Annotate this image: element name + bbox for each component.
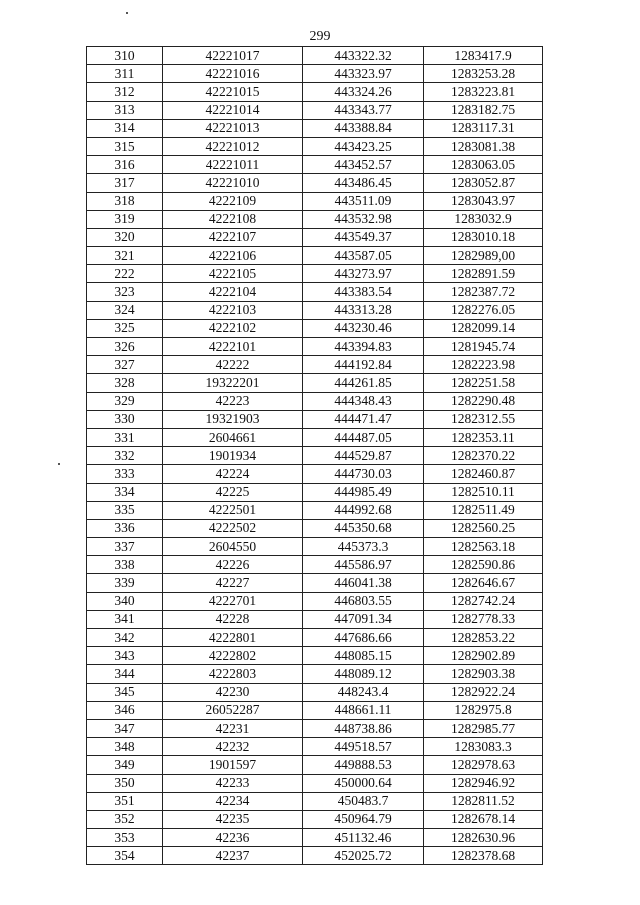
table-row bbox=[87, 483, 543, 501]
table-body bbox=[87, 47, 543, 865]
point-number-cell: 347 bbox=[87, 719, 163, 737]
y-coordinate-cell: 1283010.18 bbox=[424, 228, 543, 246]
table-row bbox=[87, 738, 543, 756]
point-code-cell: 42223 bbox=[163, 392, 303, 410]
x-coordinate-cell: 443388.84 bbox=[303, 119, 424, 137]
point-number-cell: 350 bbox=[87, 774, 163, 792]
point-code-cell: 42231 bbox=[163, 719, 303, 737]
x-coordinate-cell: 443322.32 bbox=[303, 47, 424, 65]
x-coordinate-cell: 443230.46 bbox=[303, 319, 424, 337]
table-row bbox=[87, 374, 543, 392]
point-number-cell: 311 bbox=[87, 65, 163, 83]
table-row bbox=[87, 156, 543, 174]
table-row bbox=[87, 574, 543, 592]
point-number-cell: 330 bbox=[87, 410, 163, 428]
x-coordinate-cell: 447686.66 bbox=[303, 629, 424, 647]
table-row bbox=[87, 192, 543, 210]
table-row bbox=[87, 556, 543, 574]
x-coordinate-cell: 444529.87 bbox=[303, 447, 424, 465]
y-coordinate-cell: 1282678.14 bbox=[424, 810, 543, 828]
y-coordinate-cell: 1282511.49 bbox=[424, 501, 543, 519]
x-coordinate-cell: 443394.83 bbox=[303, 338, 424, 356]
point-number-cell: 326 bbox=[87, 338, 163, 356]
x-coordinate-cell: 443324.26 bbox=[303, 83, 424, 101]
y-coordinate-cell: 1282560.25 bbox=[424, 519, 543, 537]
y-coordinate-cell: 1282811.52 bbox=[424, 792, 543, 810]
x-coordinate-cell: 446803.55 bbox=[303, 592, 424, 610]
point-code-cell: 4222803 bbox=[163, 665, 303, 683]
point-number-cell: 342 bbox=[87, 629, 163, 647]
y-coordinate-cell: 1283417.9 bbox=[424, 47, 543, 65]
x-coordinate-cell: 443343.77 bbox=[303, 101, 424, 119]
y-coordinate-cell: 1283063.05 bbox=[424, 156, 543, 174]
point-code-cell: 2604661 bbox=[163, 428, 303, 446]
point-code-cell: 19321903 bbox=[163, 410, 303, 428]
y-coordinate-cell: 1282353.11 bbox=[424, 428, 543, 446]
y-coordinate-cell: 1283182.75 bbox=[424, 101, 543, 119]
x-coordinate-cell: 448243.4 bbox=[303, 683, 424, 701]
point-code-cell: 42221015 bbox=[163, 83, 303, 101]
y-coordinate-cell: 1282853.22 bbox=[424, 629, 543, 647]
point-number-cell: 331 bbox=[87, 428, 163, 446]
point-number-cell: 336 bbox=[87, 519, 163, 537]
table-row bbox=[87, 83, 543, 101]
table-row bbox=[87, 283, 543, 301]
y-coordinate-cell: 1282370.22 bbox=[424, 447, 543, 465]
table-row bbox=[87, 356, 543, 374]
page-number: 299 bbox=[309, 29, 331, 44]
y-coordinate-cell: 1283253.28 bbox=[424, 65, 543, 83]
point-number-cell: 343 bbox=[87, 647, 163, 665]
point-number-cell: 339 bbox=[87, 574, 163, 592]
point-number-cell: 319 bbox=[87, 210, 163, 228]
point-number-cell: 333 bbox=[87, 465, 163, 483]
y-coordinate-cell: 1282510.11 bbox=[424, 483, 543, 501]
table-row bbox=[87, 829, 543, 847]
y-coordinate-cell: 1282099.14 bbox=[424, 319, 543, 337]
x-coordinate-cell: 450000.64 bbox=[303, 774, 424, 792]
y-coordinate-cell: 1282290.48 bbox=[424, 392, 543, 410]
point-number-cell: 316 bbox=[87, 156, 163, 174]
table-row bbox=[87, 228, 543, 246]
point-number-cell: 345 bbox=[87, 683, 163, 701]
y-coordinate-cell: 1283117.31 bbox=[424, 119, 543, 137]
table-row bbox=[87, 810, 543, 828]
y-coordinate-cell: 1282985.77 bbox=[424, 719, 543, 737]
table-row bbox=[87, 792, 543, 810]
table-row bbox=[87, 47, 543, 65]
x-coordinate-cell: 447091.34 bbox=[303, 610, 424, 628]
point-number-cell: 335 bbox=[87, 501, 163, 519]
y-coordinate-cell: 1282223.98 bbox=[424, 356, 543, 374]
table-row bbox=[87, 319, 543, 337]
point-code-cell: 19322201 bbox=[163, 374, 303, 392]
table-row bbox=[87, 465, 543, 483]
x-coordinate-cell: 443323.97 bbox=[303, 65, 424, 83]
point-number-cell: 353 bbox=[87, 829, 163, 847]
point-number-cell: 324 bbox=[87, 301, 163, 319]
y-coordinate-cell: 1283081.38 bbox=[424, 137, 543, 155]
y-coordinate-cell: 1282460.87 bbox=[424, 465, 543, 483]
y-coordinate-cell: 1282251.58 bbox=[424, 374, 543, 392]
x-coordinate-cell: 452025.72 bbox=[303, 847, 424, 865]
point-code-cell: 4222802 bbox=[163, 647, 303, 665]
point-number-cell: 314 bbox=[87, 119, 163, 137]
point-number-cell: 351 bbox=[87, 792, 163, 810]
scan-speck bbox=[126, 12, 128, 14]
y-coordinate-cell: 1282590.86 bbox=[424, 556, 543, 574]
point-code-cell: 4222502 bbox=[163, 519, 303, 537]
point-number-cell: 341 bbox=[87, 610, 163, 628]
x-coordinate-cell: 450483.7 bbox=[303, 792, 424, 810]
table-row bbox=[87, 447, 543, 465]
x-coordinate-cell: 444992.68 bbox=[303, 501, 424, 519]
x-coordinate-cell: 443532.98 bbox=[303, 210, 424, 228]
point-number-cell: 317 bbox=[87, 174, 163, 192]
point-code-cell: 4222102 bbox=[163, 319, 303, 337]
point-code-cell: 4222107 bbox=[163, 228, 303, 246]
point-number-cell: 332 bbox=[87, 447, 163, 465]
y-coordinate-cell: 1282978.63 bbox=[424, 756, 543, 774]
table-row bbox=[87, 265, 543, 283]
point-number-cell: 318 bbox=[87, 192, 163, 210]
table-row bbox=[87, 247, 543, 265]
y-coordinate-cell: 1283032.9 bbox=[424, 210, 543, 228]
table-row bbox=[87, 701, 543, 719]
x-coordinate-cell: 448738.86 bbox=[303, 719, 424, 737]
point-number-cell: 352 bbox=[87, 810, 163, 828]
point-number-cell: 325 bbox=[87, 319, 163, 337]
point-number-cell: 344 bbox=[87, 665, 163, 683]
x-coordinate-cell: 444471.47 bbox=[303, 410, 424, 428]
point-number-cell: 312 bbox=[87, 83, 163, 101]
point-number-cell: 310 bbox=[87, 47, 163, 65]
y-coordinate-cell: 1283223.81 bbox=[424, 83, 543, 101]
y-coordinate-cell: 1282778.33 bbox=[424, 610, 543, 628]
point-code-cell: 42236 bbox=[163, 829, 303, 847]
x-coordinate-cell: 448661.11 bbox=[303, 701, 424, 719]
table-row bbox=[87, 174, 543, 192]
table-row bbox=[87, 592, 543, 610]
x-coordinate-cell: 444985.49 bbox=[303, 483, 424, 501]
y-coordinate-cell: 1283083.3 bbox=[424, 738, 543, 756]
table-row bbox=[87, 683, 543, 701]
x-coordinate-cell: 444730.03 bbox=[303, 465, 424, 483]
point-code-cell: 2604550 bbox=[163, 538, 303, 556]
y-coordinate-cell: 1283043.97 bbox=[424, 192, 543, 210]
x-coordinate-cell: 443383.54 bbox=[303, 283, 424, 301]
point-code-cell: 42221012 bbox=[163, 137, 303, 155]
point-code-cell: 4222108 bbox=[163, 210, 303, 228]
table-row bbox=[87, 756, 543, 774]
table-row bbox=[87, 519, 543, 537]
x-coordinate-cell: 448085.15 bbox=[303, 647, 424, 665]
y-coordinate-cell: 1282646.67 bbox=[424, 574, 543, 592]
table-row bbox=[87, 665, 543, 683]
point-code-cell: 42237 bbox=[163, 847, 303, 865]
point-code-cell: 42221013 bbox=[163, 119, 303, 137]
point-number-cell: 334 bbox=[87, 483, 163, 501]
point-code-cell: 1901597 bbox=[163, 756, 303, 774]
point-number-cell: 321 bbox=[87, 247, 163, 265]
point-code-cell: 4222501 bbox=[163, 501, 303, 519]
y-coordinate-cell: 1282276.05 bbox=[424, 301, 543, 319]
x-coordinate-cell: 445350.68 bbox=[303, 519, 424, 537]
y-coordinate-cell: 1282922.24 bbox=[424, 683, 543, 701]
point-number-cell: 346 bbox=[87, 701, 163, 719]
point-code-cell: 42234 bbox=[163, 792, 303, 810]
table-row bbox=[87, 847, 543, 865]
x-coordinate-cell: 443273.97 bbox=[303, 265, 424, 283]
point-code-cell: 42235 bbox=[163, 810, 303, 828]
x-coordinate-cell: 445373.3 bbox=[303, 538, 424, 556]
x-coordinate-cell: 443511.09 bbox=[303, 192, 424, 210]
point-number-cell: 313 bbox=[87, 101, 163, 119]
point-number-cell: 320 bbox=[87, 228, 163, 246]
point-number-cell: 340 bbox=[87, 592, 163, 610]
point-number-cell: 354 bbox=[87, 847, 163, 865]
x-coordinate-cell: 445586.97 bbox=[303, 556, 424, 574]
y-coordinate-cell: 1282903.38 bbox=[424, 665, 543, 683]
point-code-cell: 4222106 bbox=[163, 247, 303, 265]
point-code-cell: 42221016 bbox=[163, 65, 303, 83]
scan-speck bbox=[58, 463, 60, 465]
x-coordinate-cell: 449518.57 bbox=[303, 738, 424, 756]
y-coordinate-cell: 1282563.18 bbox=[424, 538, 543, 556]
y-coordinate-cell: 1282742.24 bbox=[424, 592, 543, 610]
x-coordinate-cell: 443452.57 bbox=[303, 156, 424, 174]
coordinates-table bbox=[86, 46, 543, 865]
x-coordinate-cell: 443313.28 bbox=[303, 301, 424, 319]
table-row bbox=[87, 338, 543, 356]
y-coordinate-cell: 1282312.55 bbox=[424, 410, 543, 428]
point-code-cell: 4222101 bbox=[163, 338, 303, 356]
table-row bbox=[87, 647, 543, 665]
point-code-cell: 42232 bbox=[163, 738, 303, 756]
y-coordinate-cell: 1282902.89 bbox=[424, 647, 543, 665]
x-coordinate-cell: 443549.37 bbox=[303, 228, 424, 246]
point-code-cell: 4222105 bbox=[163, 265, 303, 283]
y-coordinate-cell: 1282630.96 bbox=[424, 829, 543, 847]
y-coordinate-cell: 1282387.72 bbox=[424, 283, 543, 301]
point-number-cell: 222 bbox=[87, 265, 163, 283]
x-coordinate-cell: 448089.12 bbox=[303, 665, 424, 683]
point-code-cell: 1901934 bbox=[163, 447, 303, 465]
table-row bbox=[87, 410, 543, 428]
point-code-cell: 42221010 bbox=[163, 174, 303, 192]
point-code-cell: 26052287 bbox=[163, 701, 303, 719]
table-row bbox=[87, 392, 543, 410]
point-code-cell: 42225 bbox=[163, 483, 303, 501]
table-row bbox=[87, 774, 543, 792]
x-coordinate-cell: 450964.79 bbox=[303, 810, 424, 828]
y-coordinate-cell: 1281945.74 bbox=[424, 338, 543, 356]
x-coordinate-cell: 449888.53 bbox=[303, 756, 424, 774]
point-code-cell: 42233 bbox=[163, 774, 303, 792]
table-row bbox=[87, 610, 543, 628]
x-coordinate-cell: 443423.25 bbox=[303, 137, 424, 155]
table-row bbox=[87, 501, 543, 519]
point-code-cell: 42230 bbox=[163, 683, 303, 701]
x-coordinate-cell: 446041.38 bbox=[303, 574, 424, 592]
x-coordinate-cell: 444192.84 bbox=[303, 356, 424, 374]
point-code-cell: 42226 bbox=[163, 556, 303, 574]
x-coordinate-cell: 444261.85 bbox=[303, 374, 424, 392]
table-row bbox=[87, 65, 543, 83]
point-code-cell: 42222 bbox=[163, 356, 303, 374]
point-code-cell: 4222104 bbox=[163, 283, 303, 301]
point-number-cell: 328 bbox=[87, 374, 163, 392]
point-number-cell: 329 bbox=[87, 392, 163, 410]
x-coordinate-cell: 443587.05 bbox=[303, 247, 424, 265]
point-code-cell: 4222701 bbox=[163, 592, 303, 610]
table-row bbox=[87, 137, 543, 155]
point-code-cell: 42228 bbox=[163, 610, 303, 628]
point-code-cell: 42221011 bbox=[163, 156, 303, 174]
point-code-cell: 4222103 bbox=[163, 301, 303, 319]
table-row bbox=[87, 538, 543, 556]
x-coordinate-cell: 444348.43 bbox=[303, 392, 424, 410]
x-coordinate-cell: 444487.05 bbox=[303, 428, 424, 446]
point-code-cell: 4222109 bbox=[163, 192, 303, 210]
y-coordinate-cell: 1282378.68 bbox=[424, 847, 543, 865]
y-coordinate-cell: 1282946.92 bbox=[424, 774, 543, 792]
point-code-cell: 42221014 bbox=[163, 101, 303, 119]
y-coordinate-cell: 1282975.8 bbox=[424, 701, 543, 719]
table-row bbox=[87, 101, 543, 119]
x-coordinate-cell: 443486.45 bbox=[303, 174, 424, 192]
y-coordinate-cell: 1282989,00 bbox=[424, 247, 543, 265]
table-row bbox=[87, 719, 543, 737]
point-code-cell: 42227 bbox=[163, 574, 303, 592]
point-number-cell: 323 bbox=[87, 283, 163, 301]
table-row bbox=[87, 428, 543, 446]
table-row bbox=[87, 629, 543, 647]
point-number-cell: 327 bbox=[87, 356, 163, 374]
point-code-cell: 42221017 bbox=[163, 47, 303, 65]
point-number-cell: 338 bbox=[87, 556, 163, 574]
y-coordinate-cell: 1282891.59 bbox=[424, 265, 543, 283]
point-code-cell: 42224 bbox=[163, 465, 303, 483]
point-code-cell: 4222801 bbox=[163, 629, 303, 647]
point-number-cell: 337 bbox=[87, 538, 163, 556]
x-coordinate-cell: 451132.46 bbox=[303, 829, 424, 847]
point-number-cell: 315 bbox=[87, 137, 163, 155]
table-row bbox=[87, 301, 543, 319]
point-number-cell: 349 bbox=[87, 756, 163, 774]
y-coordinate-cell: 1283052.87 bbox=[424, 174, 543, 192]
table-row bbox=[87, 119, 543, 137]
point-number-cell: 348 bbox=[87, 738, 163, 756]
table-row bbox=[87, 210, 543, 228]
